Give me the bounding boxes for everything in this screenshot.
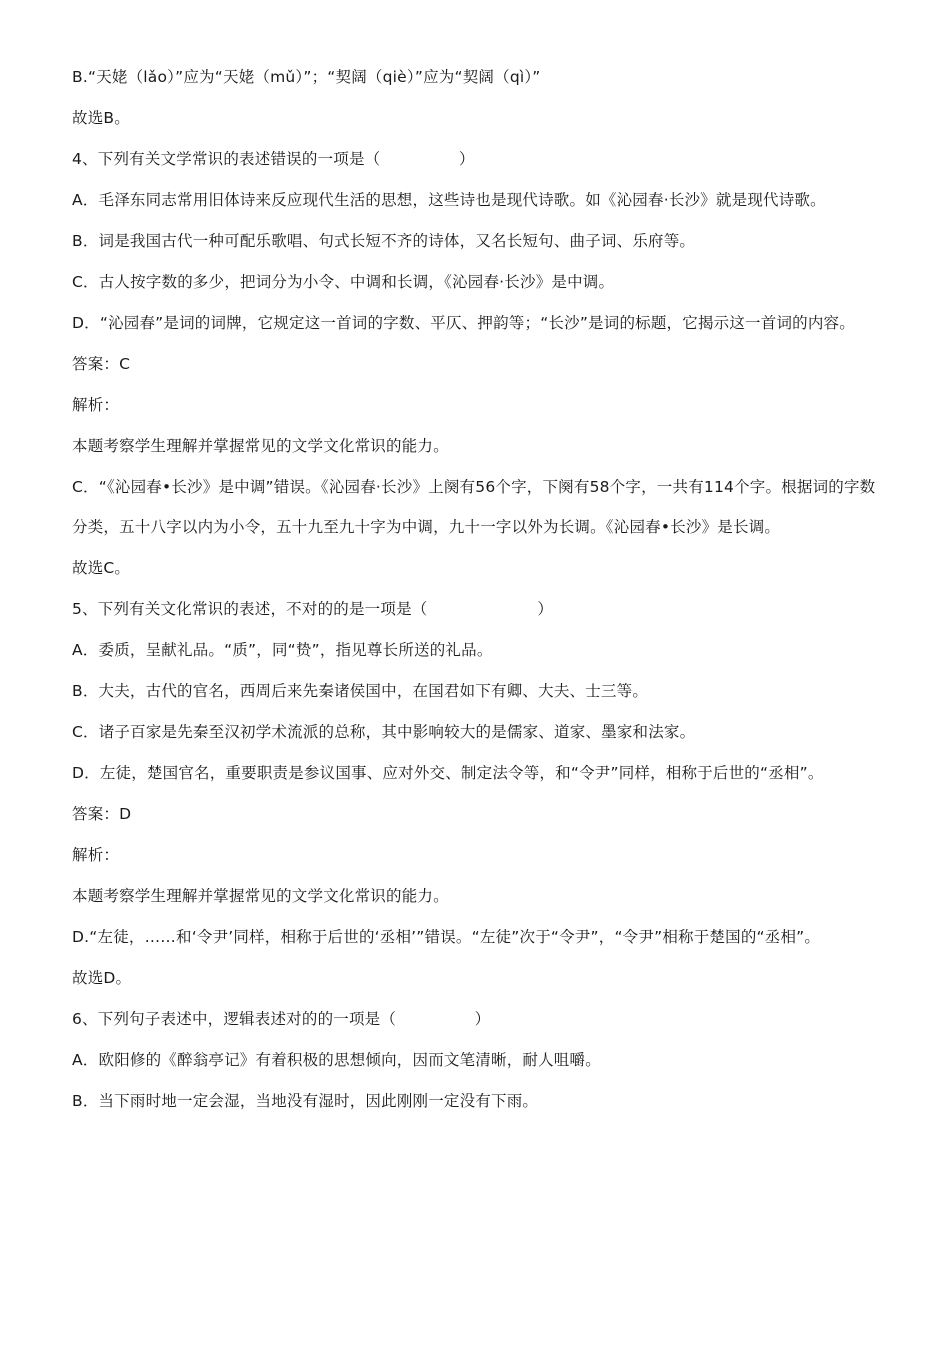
question-6-option-a: A．欧阳修的《醉翁亭记》有着积极的思想倾向，因而文笔清晰，耐人咀嚼。 (72, 1051, 601, 1069)
analysis-detail: C．“《沁园春•长沙》是中调”错误。《沁园春·长沙》上阕有56个字，下阕有58个字，一共有114个字。根据词的字数分类，五十八字以内为小令，五十九至九十字为中调，九十一字以外为长调。《沁园春•长沙》是长调。 (72, 478, 876, 536)
answer-label: 答案：D (72, 805, 132, 823)
conclusion-line: 故选B。 (72, 109, 130, 127)
analysis-label: 解析： (72, 846, 120, 864)
question-5-option-c: C．诸子百家是先秦至汉初学术流派的总称，其中影响较大的是儒家、道家、墨家和法家。 (72, 723, 696, 741)
conclusion-line: 故选C。 (72, 559, 131, 577)
question-5-stem: 5、下列有关文化常识的表述，不对的的是一项是（ ） (72, 600, 554, 618)
question-6-option-b: B．当下雨时地一定会湿，当地没有湿时，因此刚刚一定没有下雨。 (72, 1092, 539, 1110)
answer-label: 答案：C (72, 355, 131, 373)
question-5-option-b: B．大夫，古代的官名，西周后来先秦诸侯国中，在国君如下有卿、大夫、士三等。 (72, 682, 649, 700)
question-4-option-d: D．“沁园春”是词的词牌，它规定这一首词的字数、平仄、押韵等；“长沙”是词的标题，它揭示这一首词的内容。 (72, 314, 855, 332)
question-4-stem: 4、下列有关文学常识的表述错误的一项是（ ） (72, 150, 475, 168)
analysis-detail: D.“左徒，……和‘令尹’同样，相称于后世的‘丞相’”错误。“左徒”次于“令尹”，“令尹”相称于楚国的“丞相”。 (72, 928, 821, 946)
question-5-option-d: D．左徒，楚国官名，重要职责是参议国事、应对外交、制定法令等，和“令尹”同样，相称于后世的“丞相”。 (72, 764, 824, 782)
question-4-option-b: B．词是我国古代一种可配乐歌唱、句式长短不齐的诗体，又名长短句、曲子词、乐府等。 (72, 232, 696, 250)
question-4-option-a: A．毛泽东同志常用旧体诗来反应现代生活的思想，这些诗也是现代诗歌。如《沁园春·长沙》就是现代诗歌。 (72, 191, 826, 209)
answer-explanation-line: B.“天姥（lǎo）”应为“天姥（mǔ）”；“契阔（qiè）”应为“契阔（qì）” (72, 68, 541, 86)
question-6-stem: 6、下列句子表述中，逻辑表述对的的一项是（ ） (72, 1010, 491, 1028)
analysis-text: 本题考察学生理解并掌握常见的文学文化常识的能力。 (72, 437, 449, 455)
question-5-option-a: A．委质，呈献礼品。“质”，同“贽”，指见尊长所送的礼品。 (72, 641, 493, 659)
document-page (72, 64, 884, 1114)
analysis-text: 本题考察学生理解并掌握常见的文学文化常识的能力。 (72, 887, 449, 905)
conclusion-line: 故选D。 (72, 969, 132, 987)
question-4-option-c: C．古人按字数的多少，把词分为小令、中调和长调，《沁园春·长沙》是中调。 (72, 273, 615, 291)
analysis-label: 解析： (72, 396, 120, 414)
